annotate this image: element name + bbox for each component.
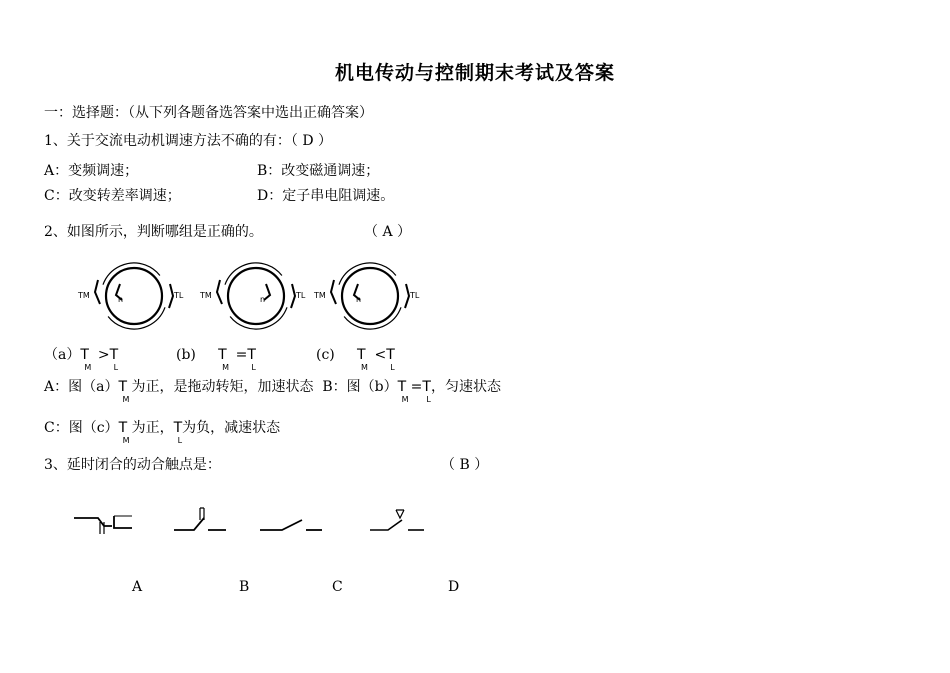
- q2-motor-diagrams: [70, 262, 440, 334]
- caption-b: (b) T M =T L: [176, 347, 256, 372]
- q3-label-c: C: [332, 579, 343, 595]
- tl-label-a: TL: [174, 291, 184, 300]
- tm-label-a: TM: [78, 291, 90, 300]
- n-label-b: n: [260, 295, 266, 304]
- q3-contact-symbols: [70, 504, 440, 538]
- q2-answer: （ A ）: [364, 224, 412, 240]
- q3-label-b: B: [239, 579, 250, 595]
- tm-label-c: TM: [314, 291, 326, 300]
- contact-symbol-a: [74, 516, 132, 534]
- q1-option-a: A：变频调速；: [44, 163, 139, 179]
- contact-symbol-c: [260, 520, 322, 530]
- tl-label-c: TL: [410, 291, 420, 300]
- contact-symbol-d: [370, 510, 424, 530]
- q2-stem: 2、如图所示，判断哪组是正确的。: [44, 224, 263, 240]
- q3-label-a: A: [132, 579, 143, 595]
- motor-diagram-a: [77, 262, 184, 334]
- motor-diagram-c: [313, 262, 420, 334]
- q1-option-b: B：改变磁通调速；: [257, 163, 380, 179]
- caption-c: (c) T M <T L: [316, 347, 395, 372]
- tl-label-b: TL: [296, 291, 306, 300]
- q1-option-d: D：定子串电阻调速。: [257, 188, 395, 204]
- q1-stem: 1、关于交流电动机调速方法不确的有：（ D ）: [44, 133, 333, 149]
- tm-label-b: TM: [200, 291, 212, 300]
- document-title: 机电传动与控制期末考试及答案: [334, 62, 615, 84]
- q3-label-d: D: [448, 579, 460, 595]
- q2-option-c: C：图（c）T M 为正，T L 为负，减速状态: [44, 420, 281, 445]
- caption-a: （a）T M >T L: [44, 347, 119, 372]
- motor-diagram-b: [199, 262, 306, 334]
- section-heading: 一：选择题：（从下列各题备选答案中选出正确答案）: [44, 105, 373, 121]
- n-label-c: n: [356, 295, 362, 304]
- q2-option-a-b: A：图（a）T M 为正，是拖动转矩，加速状态 B：图（b）T M =T L ，匀速状态: [44, 379, 501, 404]
- n-label-a: n: [118, 295, 124, 304]
- q3-answer: （ B ）: [441, 457, 489, 473]
- q1-option-c: C：改变转差率调速；: [44, 188, 181, 204]
- q3-stem: 3、延时闭合的动合触点是：: [44, 457, 221, 473]
- contact-symbol-b: [174, 508, 226, 530]
